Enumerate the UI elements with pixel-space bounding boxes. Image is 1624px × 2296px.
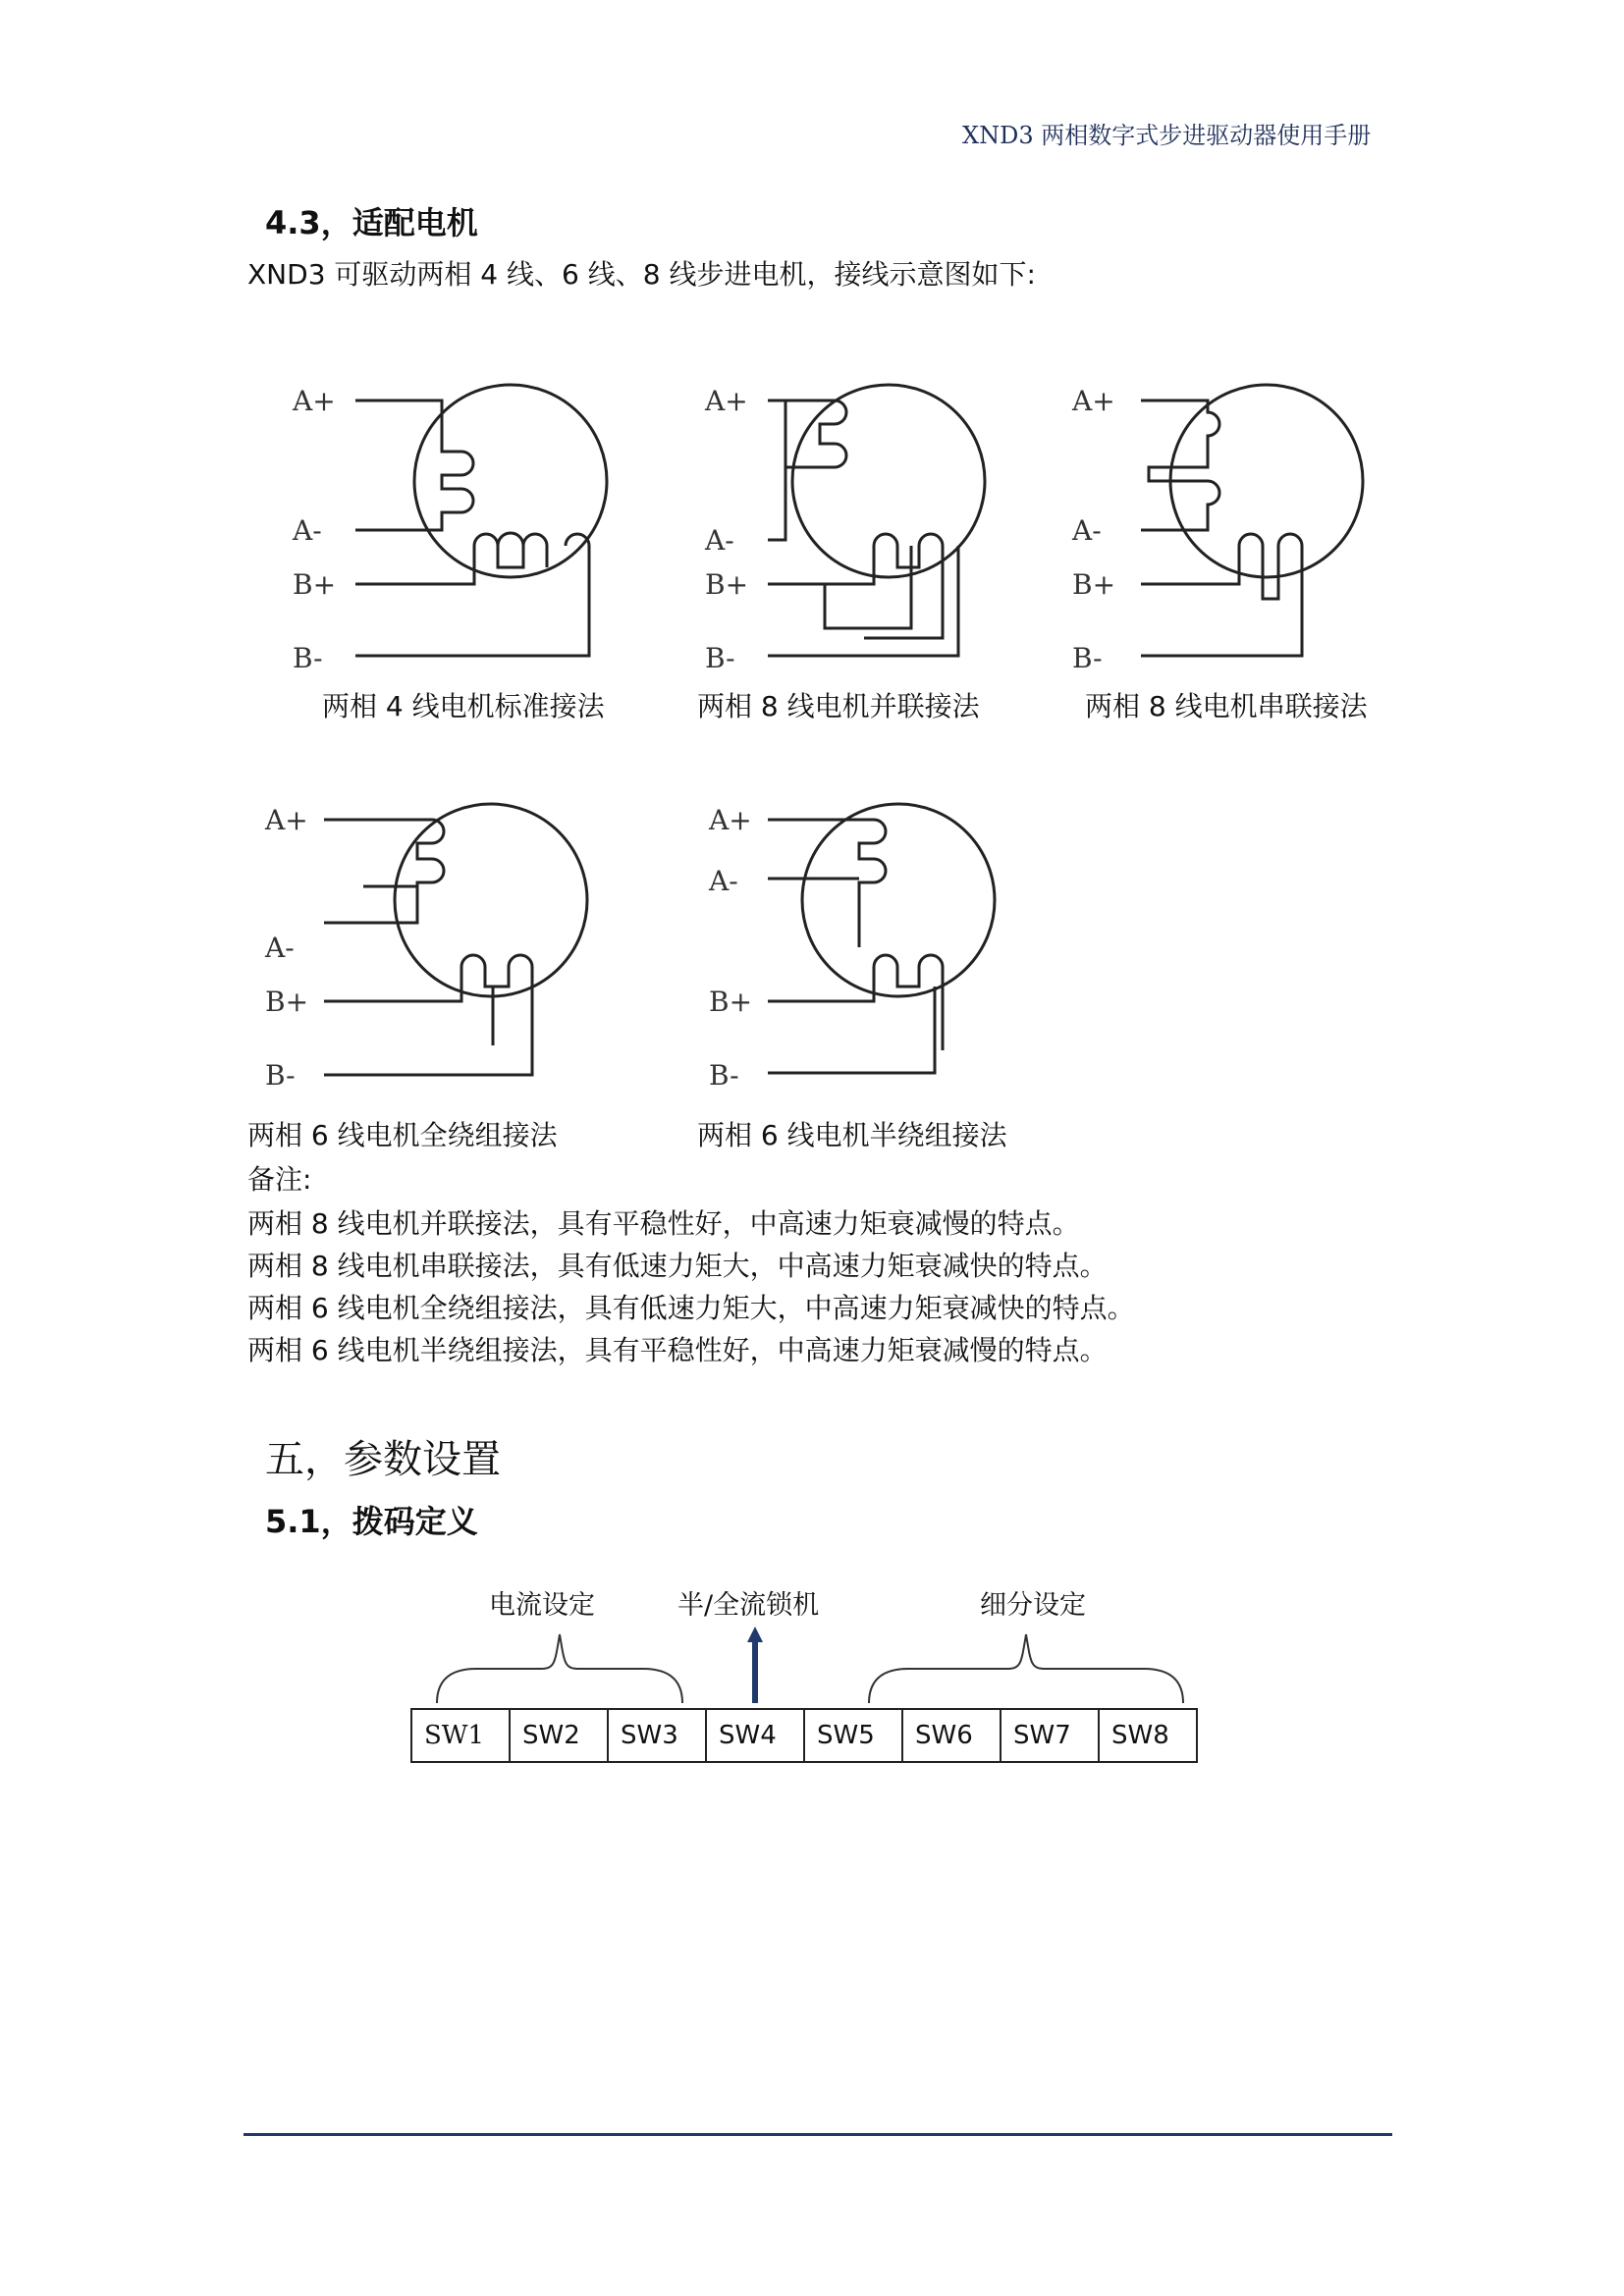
label-a-minus: A- bbox=[1072, 514, 1102, 547]
label-b-plus: B+ bbox=[709, 986, 753, 1018]
section-heading-4-3: 4.3，适配电机 bbox=[265, 204, 478, 241]
note-line: 两相 6 线电机全绕组接法，具有低速力矩大，中高速力矩衰减快的特点。 bbox=[247, 1292, 1135, 1324]
brace-current bbox=[437, 1634, 682, 1703]
dip-switch-cell: SW2 bbox=[510, 1709, 608, 1762]
wiring-diagram-8wire-series bbox=[1060, 334, 1394, 677]
note-line: 两相 8 线电机串联接法，具有低速力矩大，中高速力矩衰减快的特点。 bbox=[247, 1250, 1108, 1282]
wiring-diagram-6wire-full bbox=[255, 751, 668, 1095]
dip-switch-cell: SW7 bbox=[1001, 1709, 1099, 1762]
dip-switch-cell: SW5 bbox=[804, 1709, 902, 1762]
arrow-up-icon bbox=[747, 1627, 763, 1703]
label-b-minus: B- bbox=[293, 642, 323, 674]
label-b-plus: B+ bbox=[293, 568, 337, 601]
note-line: 两相 8 线电机并联接法，具有平稳性好，中高速力矩衰减慢的特点。 bbox=[247, 1207, 1080, 1240]
label-b-plus: B+ bbox=[1072, 568, 1116, 601]
dip-switch-cell: SW1 bbox=[411, 1709, 510, 1762]
label-b-minus: B- bbox=[1072, 642, 1103, 674]
diagram-caption: 两相 4 线电机标准接法 bbox=[322, 690, 605, 722]
label-b-plus: B+ bbox=[705, 568, 749, 601]
section-intro: XND3 可驱动两相 4 线、6 线、8 线步进电机，接线示意图如下: bbox=[247, 258, 1036, 291]
dip-switch-cell: SW8 bbox=[1099, 1709, 1197, 1762]
label-a-minus: A- bbox=[293, 514, 322, 547]
label-a-plus: A+ bbox=[265, 804, 308, 836]
label-a-plus: A+ bbox=[293, 385, 336, 417]
label-b-minus: B- bbox=[709, 1059, 739, 1092]
label-a-minus: A- bbox=[705, 524, 734, 557]
section-heading-5-1: 5.1，拨码定义 bbox=[265, 1503, 478, 1540]
group-label-lock: 半/全流锁机 bbox=[677, 1590, 820, 1621]
label-a-plus: A+ bbox=[1072, 385, 1115, 417]
label-b-plus: B+ bbox=[265, 986, 309, 1018]
brace-microstep bbox=[869, 1634, 1183, 1703]
notes-title: 备注: bbox=[247, 1163, 312, 1196]
dip-switch-cell: SW6 bbox=[902, 1709, 1001, 1762]
diagram-caption: 两相 8 线电机串联接法 bbox=[1085, 690, 1368, 722]
diagram-caption: 两相 6 线电机半绕组接法 bbox=[697, 1119, 1007, 1151]
group-label-current: 电流设定 bbox=[489, 1590, 595, 1621]
diagram-caption: 两相 8 线电机并联接法 bbox=[697, 690, 980, 722]
label-a-minus: A- bbox=[709, 865, 738, 897]
label-b-minus: B- bbox=[265, 1059, 296, 1092]
label-b-minus: B- bbox=[705, 642, 735, 674]
wiring-diagram-4wire bbox=[275, 334, 668, 677]
wiring-diagram-8wire-parallel bbox=[687, 334, 1041, 677]
dip-switch-cell: SW4 bbox=[706, 1709, 804, 1762]
footer-rule bbox=[244, 2133, 1392, 2136]
running-header: XND3 两相数字式步进驱动器使用手册 bbox=[962, 122, 1372, 149]
label-a-minus: A- bbox=[265, 932, 295, 964]
label-a-plus: A+ bbox=[705, 385, 748, 417]
label-a-plus: A+ bbox=[709, 804, 752, 836]
note-line: 两相 6 线电机半绕组接法，具有平稳性好，中高速力矩衰减慢的特点。 bbox=[247, 1334, 1108, 1366]
section-heading-5: 五，参数设置 bbox=[265, 1437, 501, 1482]
dip-switch-table bbox=[410, 1708, 1198, 1763]
dip-brackets bbox=[422, 1625, 1208, 1713]
group-label-microstep: 细分设定 bbox=[980, 1590, 1086, 1621]
dip-switch-cell: SW3 bbox=[608, 1709, 706, 1762]
diagram-caption: 两相 6 线电机全绕组接法 bbox=[247, 1119, 558, 1151]
wiring-diagram-6wire-half bbox=[687, 751, 1080, 1095]
